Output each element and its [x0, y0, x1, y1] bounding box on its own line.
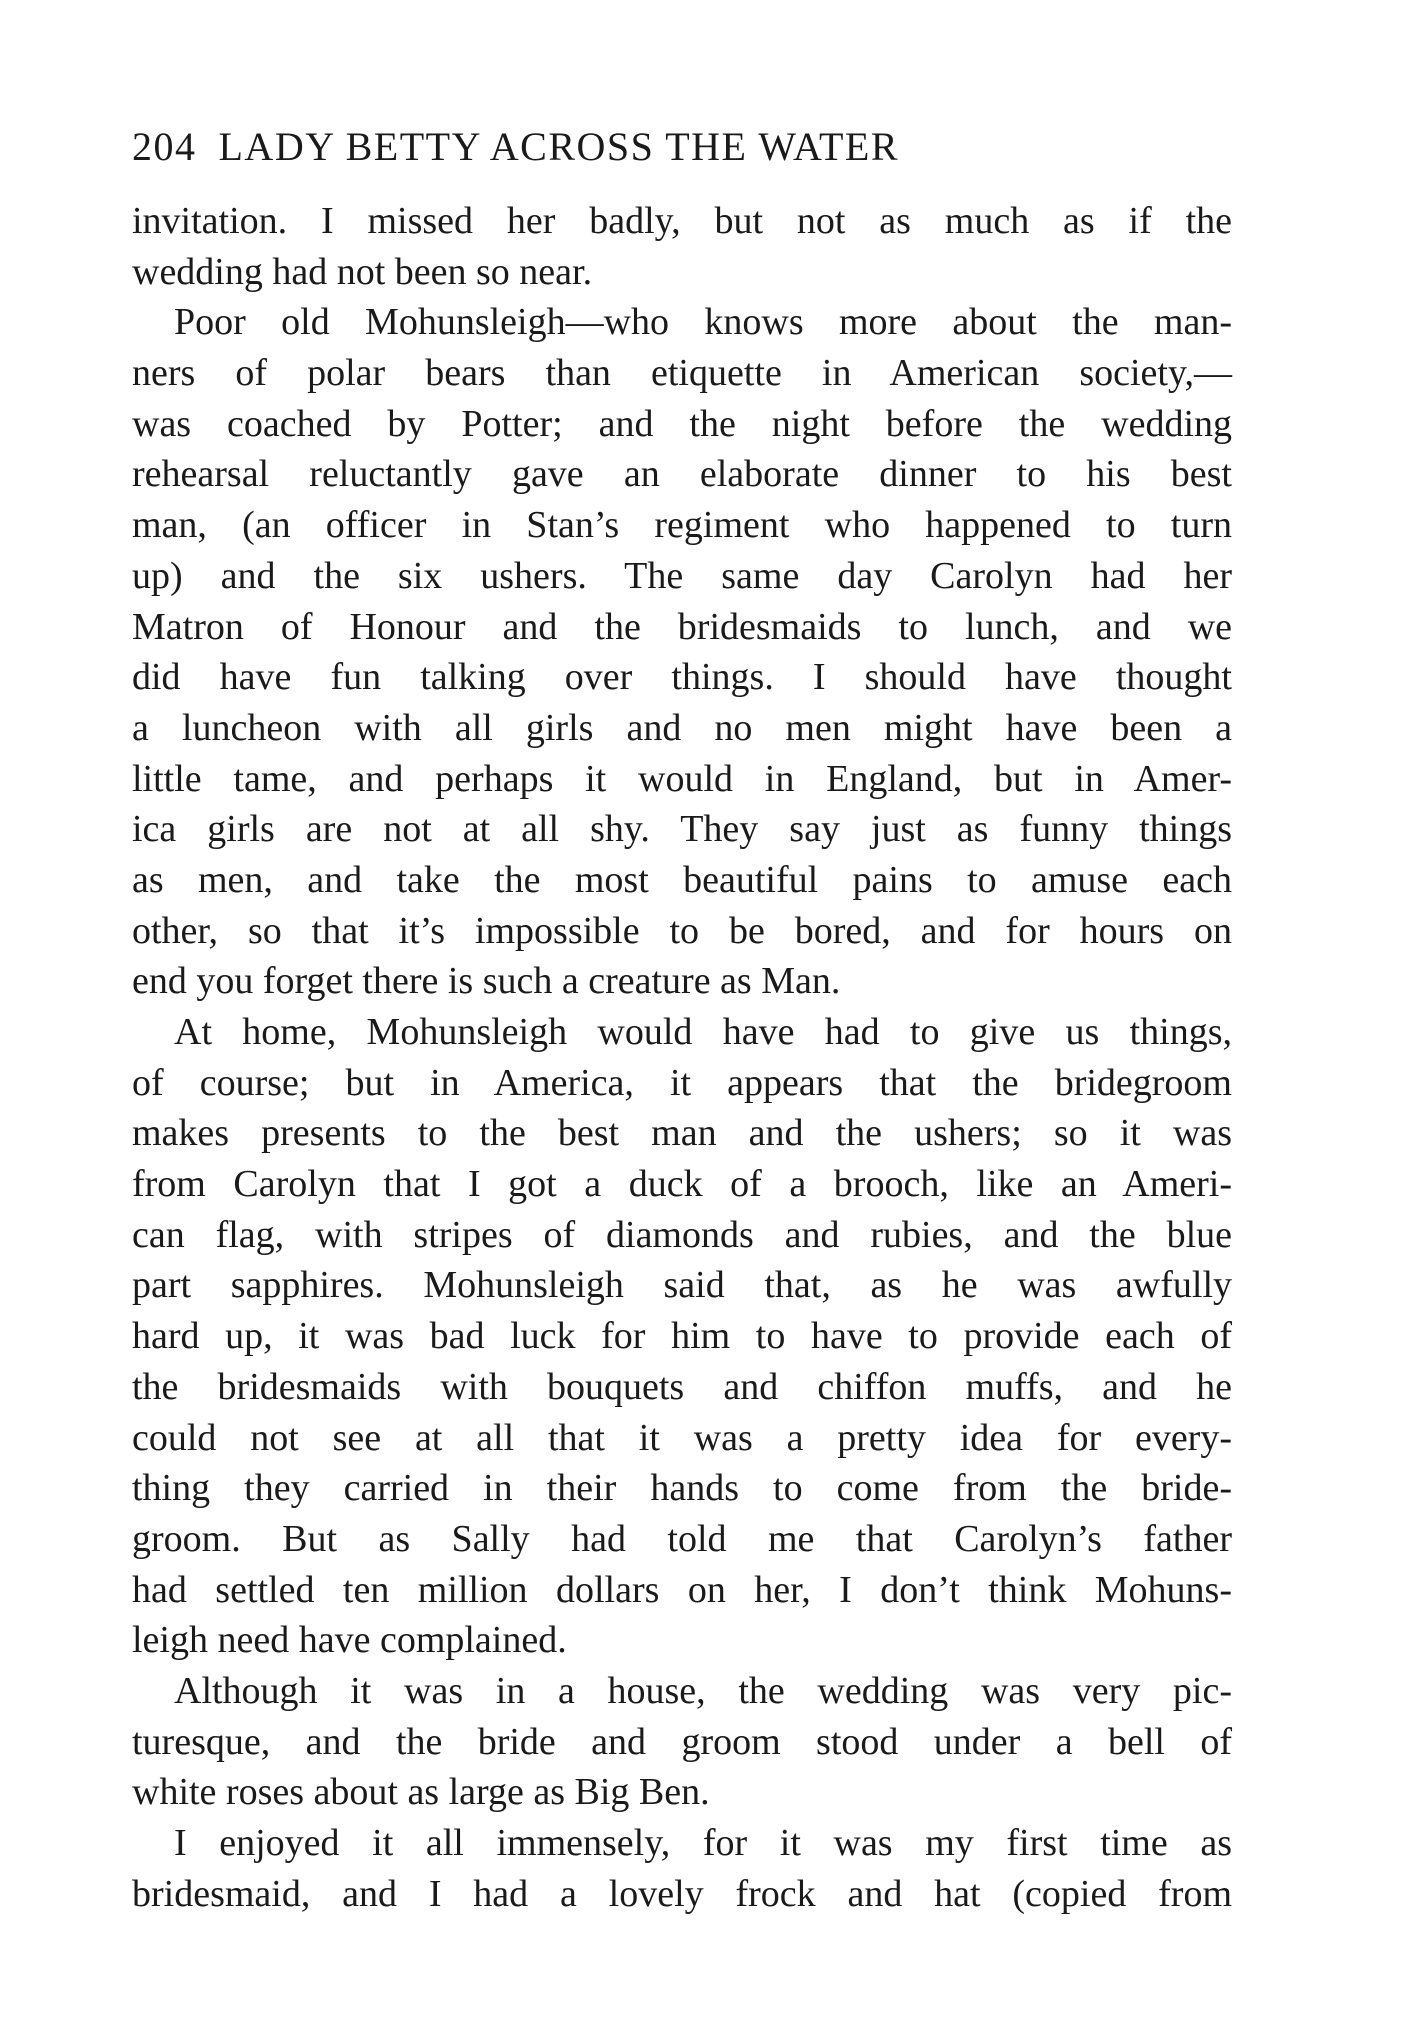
running-title: LADY BETTY ACROSS THE WATER [218, 124, 900, 169]
text-line: from Carolyn that I got a duck of a brooch, like an Ameri- [132, 1163, 1232, 1206]
text-line: makes presents to the best man and the ushers; so it was [132, 1112, 1232, 1155]
text-line: end you forget there is such a creature as Man. [132, 960, 841, 1003]
text-line: part sapphires. Mohunsleigh said that, as he was awfully [132, 1264, 1232, 1307]
text-line: little tame, and perhaps it would in England, but in Amer- [132, 757, 1232, 800]
text-line: ica girls are not at all shy. They say just as funny things [132, 808, 1232, 851]
text-line: white roses about as large as Big Ben. [132, 1771, 710, 1814]
paragraph-first-line: At home, Mohunsleigh would have had to give us things, [174, 1011, 1232, 1053]
text-line: of course; but in America, it appears that the bridegroom [132, 1061, 1232, 1104]
text-line: man, (an officer in Stan’s regiment who happened to turn [132, 504, 1232, 547]
text-line: did have fun talking over things. I should have thought [132, 656, 1232, 699]
text-line: leigh need have complained. [132, 1619, 567, 1662]
text-line: up) and the six ushers. The same day Carolyn had her [132, 554, 1232, 597]
text-line: could not see at all that it was a pretty idea for every- [132, 1416, 1232, 1459]
paragraph-first-line: I enjoyed it all immensely, for it was my first time as [174, 1822, 1232, 1864]
text-line: Matron of Honour and the bridesmaids to lunch, and we [132, 605, 1232, 648]
paragraph-first-line: Poor old Mohunsleigh—who knows more about the man- [174, 301, 1232, 344]
text-line: wedding had not been so near. [132, 250, 593, 293]
body-text [132, 196, 1232, 1919]
text-line: the bridesmaids with bouquets and chiffon muffs, and he [132, 1365, 1232, 1408]
text-line: can flag, with stripes of diamonds and rubies, and the blue [132, 1213, 1232, 1256]
text-line: a luncheon with all girls and no men might have been a [132, 706, 1232, 749]
text-line: other, so that it’s impossible to be bored, and for hours on [132, 909, 1232, 952]
text-line: thing they carried in their hands to come from the bride- [132, 1467, 1232, 1510]
text-line: as men, and take the most beautiful pains to amuse each [132, 858, 1232, 901]
text-line: invitation. I missed her badly, but not as much as if the [132, 200, 1232, 242]
text-line: had settled ten million dollars on her, I don’t think Mohuns- [132, 1568, 1232, 1611]
running-head [132, 122, 1242, 172]
text-line: groom. But as Sally had told me that Carolyn’s father [132, 1517, 1232, 1560]
text-line: turesque, and the bride and groom stood under a bell of [132, 1720, 1232, 1763]
text-line: bridesmaid, and I had a lovely frock and hat (copied from [132, 1872, 1232, 1915]
text-line: was coached by Potter; and the night before the wedding [132, 402, 1232, 445]
text-line: hard up, it was bad luck for him to have to provide each of [132, 1315, 1232, 1358]
text-line: rehearsal reluctantly gave an elaborate dinner to his best [132, 453, 1232, 496]
page-number: 204 [132, 124, 197, 169]
text-line: ners of polar bears than etiquette in American society,— [132, 352, 1232, 395]
paragraph-first-line: Although it was in a house, the wedding was very pic- [174, 1669, 1232, 1712]
